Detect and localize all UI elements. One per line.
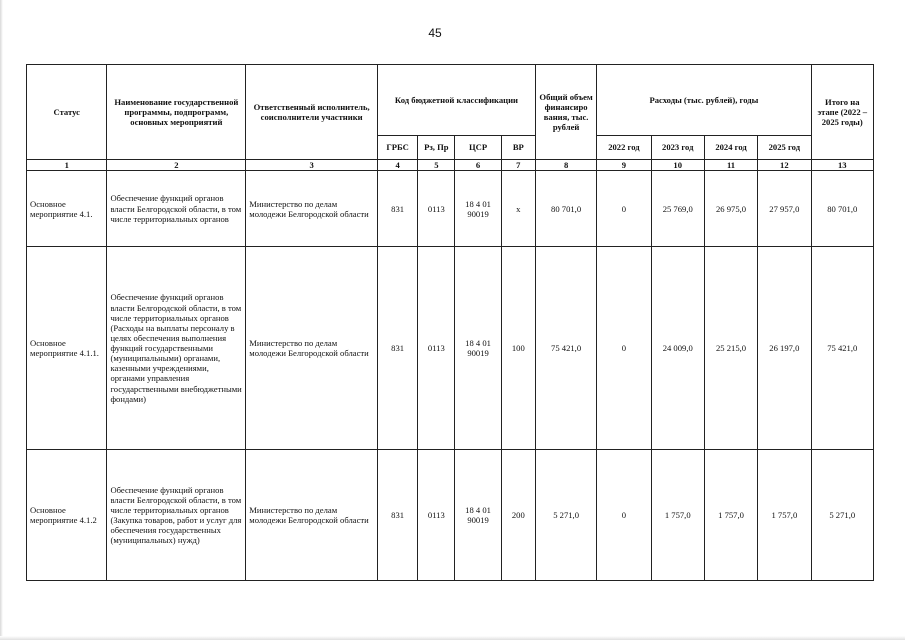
header-budget-code: Код бюджетной классификации [378, 65, 536, 136]
column-number: 7 [501, 160, 535, 171]
row-2024: 25 215,0 [704, 247, 757, 450]
header-2025: 2025 год [758, 136, 811, 160]
row-rzpr: 0113 [418, 450, 455, 581]
header-grbs: ГРБС [378, 136, 418, 160]
column-number: 4 [378, 160, 418, 171]
row-grbs: 831 [378, 247, 418, 450]
row-2025: 26 197,0 [758, 247, 811, 450]
row-csr: 18 4 01 90019 [455, 450, 501, 581]
column-number-row [27, 160, 874, 171]
row-grbs: 831 [378, 450, 418, 581]
row-2022: 0 [597, 247, 651, 450]
column-number: 3 [246, 160, 378, 171]
header-row-1 [27, 65, 874, 136]
row-2022: 0 [597, 171, 651, 247]
row-stage-total: 75 421,0 [811, 247, 873, 450]
row-program-name: Обеспечение функций органов власти Белгородской области, в том числе территориальных органов [107, 171, 246, 247]
header-total-volume: Общий объем финансиро вания, тыс. рублей [535, 65, 596, 160]
row-rzpr: 0113 [418, 171, 455, 247]
header-expenses: Расходы (тыс. рублей), годы [597, 65, 811, 136]
table-row [27, 171, 874, 247]
header-csr: ЦСР [455, 136, 501, 160]
page-number: 45 [428, 26, 442, 40]
row-stage-total: 5 271,0 [811, 450, 873, 581]
header-2023: 2023 год [651, 136, 704, 160]
column-number: 8 [535, 160, 596, 171]
header-executor: Ответственный исполнитель, соисполнители участники [246, 65, 378, 160]
header-rzpr: Рз, Пр [418, 136, 455, 160]
row-csr: 18 4 01 90019 [455, 247, 501, 450]
row-status: Основное мероприятие 4.1.2 [27, 450, 107, 581]
table-row [27, 450, 874, 581]
row-2024: 26 975,0 [704, 171, 757, 247]
row-total: 5 271,0 [535, 450, 596, 581]
header-vr: ВР [501, 136, 535, 160]
row-rzpr: 0113 [418, 247, 455, 450]
header-stage-total: Итого на этапе (2022 – 2025 годы) [811, 65, 873, 160]
column-number: 10 [651, 160, 704, 171]
column-number: 12 [758, 160, 811, 171]
column-number: 1 [27, 160, 107, 171]
header-status: Статус [27, 65, 107, 160]
row-total: 80 701,0 [535, 171, 596, 247]
scan-bottom-edge [0, 636, 905, 640]
row-status: Основное мероприятие 4.1. [27, 171, 107, 247]
row-executor: Министерство по делам молодежи Белгородской области [246, 171, 378, 247]
row-2025: 1 757,0 [758, 450, 811, 581]
budget-table [26, 64, 874, 581]
table-row [27, 247, 874, 450]
row-2023: 1 757,0 [651, 450, 704, 581]
row-executor: Министерство по делам молодежи Белгородской области [246, 450, 378, 581]
column-number: 2 [107, 160, 246, 171]
row-2024: 1 757,0 [704, 450, 757, 581]
row-program-name: Обеспечение функций органов власти Белгородской области, в том числе территориальных органов (Закупка товаров, работ и услуг для обеспечения государственных (муниципальных) нужд) [107, 450, 246, 581]
row-2025: 27 957,0 [758, 171, 811, 247]
header-2024: 2024 год [704, 136, 757, 160]
header-2022: 2022 год [597, 136, 651, 160]
column-number: 13 [811, 160, 873, 171]
row-executor: Министерство по делам молодежи Белгородской области [246, 247, 378, 450]
row-vr: х [501, 171, 535, 247]
scan-edge [0, 0, 3, 640]
row-2023: 24 009,0 [651, 247, 704, 450]
header-program-name: Наименование государственной программы, подпрограмм, основных мероприятий [107, 65, 246, 160]
row-vr: 200 [501, 450, 535, 581]
row-2022: 0 [597, 450, 651, 581]
column-number: 5 [418, 160, 455, 171]
row-program-name: Обеспечение функций органов власти Белгородской области, в том числе территориальных органов (Расходы на выплаты персоналу в целях обеспечения выполнения функций государственными (муниципальными) органами, казенными учреждениями, органами управления государственными внебюджетными фондами) [107, 247, 246, 450]
row-status: Основное мероприятие 4.1.1. [27, 247, 107, 450]
column-number: 6 [455, 160, 501, 171]
row-csr: 18 4 01 90019 [455, 171, 501, 247]
row-total: 75 421,0 [535, 247, 596, 450]
column-number: 11 [704, 160, 757, 171]
row-vr: 100 [501, 247, 535, 450]
row-2023: 25 769,0 [651, 171, 704, 247]
column-number: 9 [597, 160, 651, 171]
row-grbs: 831 [378, 171, 418, 247]
row-stage-total: 80 701,0 [811, 171, 873, 247]
